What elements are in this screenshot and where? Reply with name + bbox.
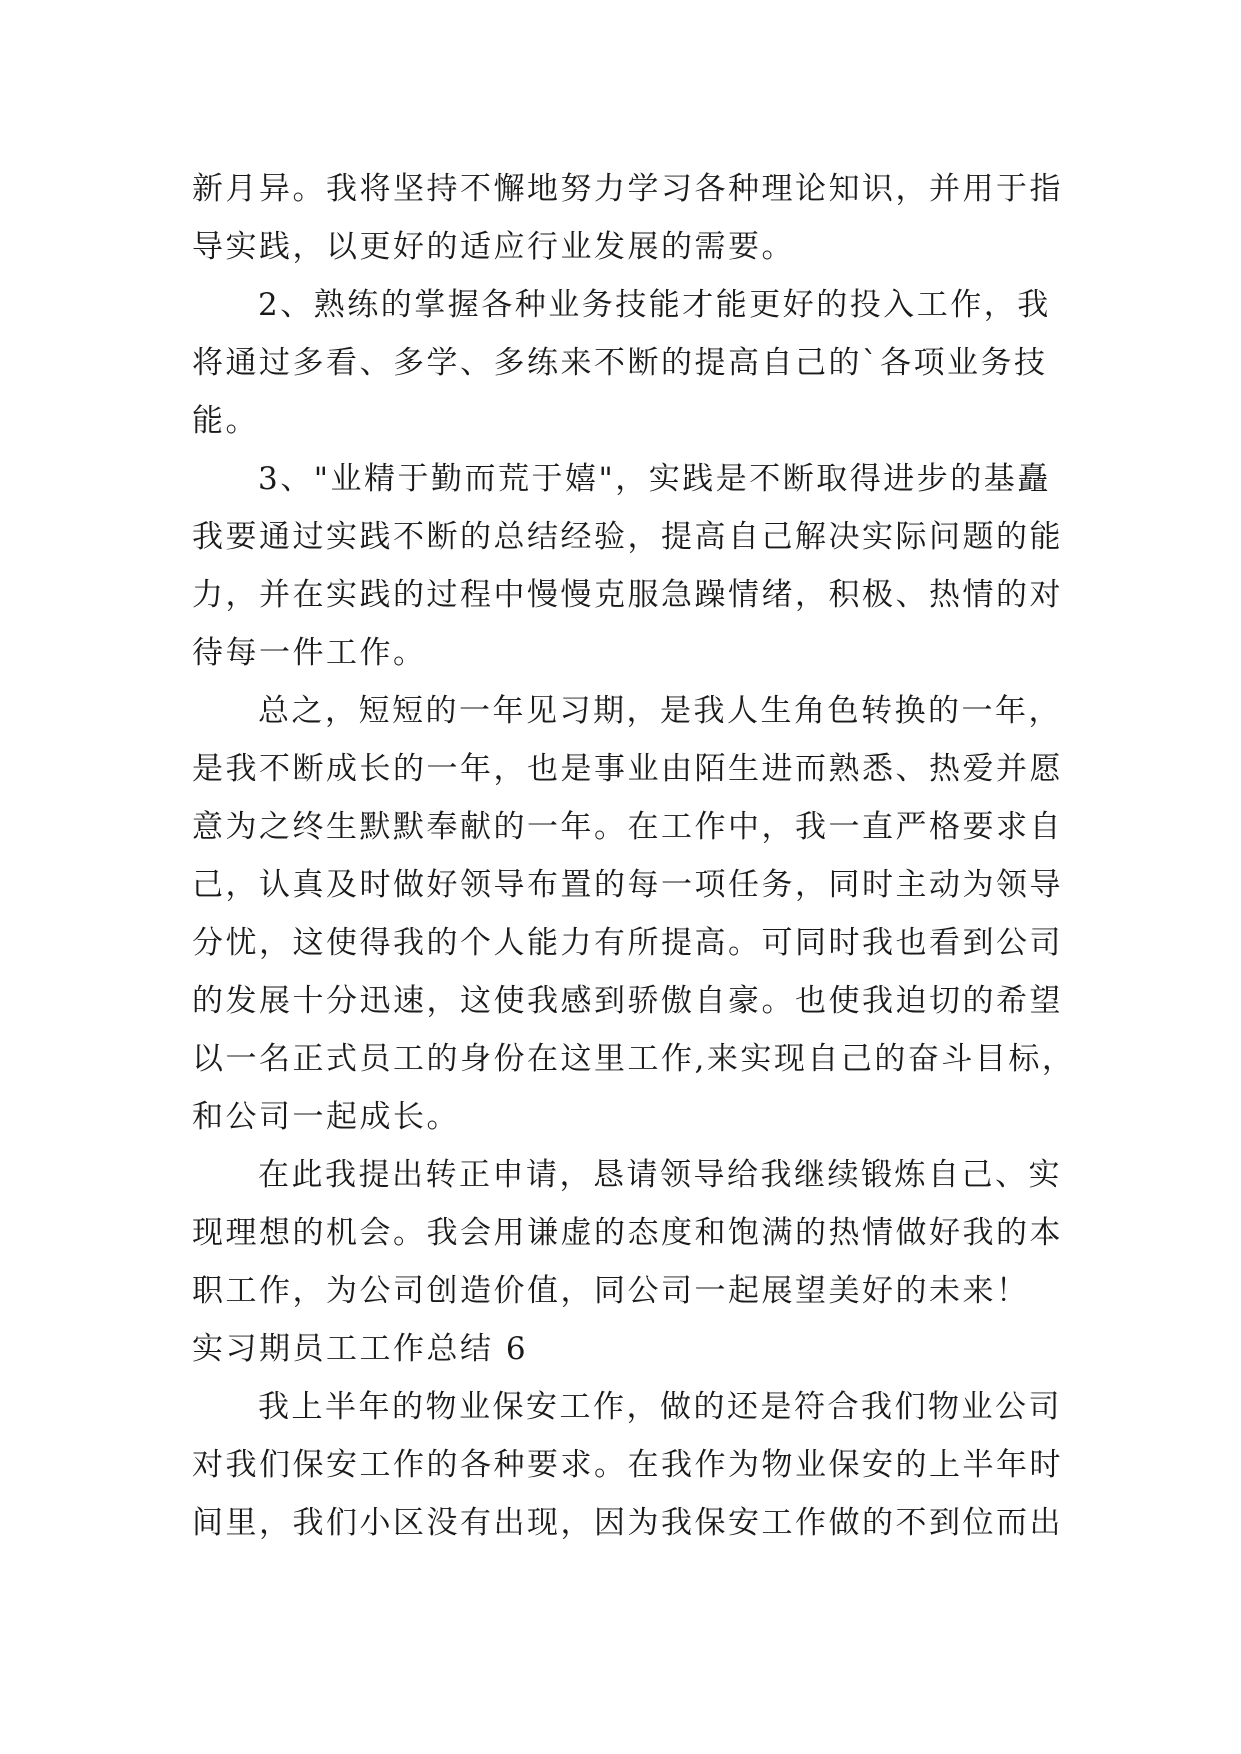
text-line: 对我们保安工作的各种要求。在我作为物业保安的上半年时	[192, 1447, 1063, 1483]
text-line: 职工作，为公司创造价值，同公司一起展望美好的未来！	[192, 1273, 1030, 1309]
text-line: 是我不断成长的一年，也是事业由陌生进而熟悉、热爱并愿	[192, 751, 1063, 787]
text-line: 己，认真及时做好领导布置的每一项任务，同时主动为领导	[192, 867, 1063, 903]
section-heading: 实习期员工工作总结 6	[192, 1331, 529, 1367]
text-line: 现理想的机会。我会用谦虚的态度和饱满的热情做好我的本	[192, 1215, 1063, 1251]
text-line: 能。	[192, 403, 259, 439]
text-line: 总之，短短的一年见习期，是我人生角色转换的一年，	[258, 693, 1062, 729]
text-line: 我上半年的物业保安工作，做的还是符合我们物业公司	[258, 1389, 1062, 1425]
text-line: 间里，我们小区没有出现，因为我保安工作做的不到位而出	[192, 1505, 1063, 1541]
text-line: 我要通过实践不断的总结经验，提高自己解决实际问题的能	[192, 519, 1063, 555]
text-line: 导实践，以更好的适应行业发展的需要。	[192, 229, 795, 265]
text-line: 待每一件工作。	[192, 635, 427, 671]
text-line: 的发展十分迅速，这使我感到骄傲自豪。也使我迫切的希望	[192, 983, 1063, 1019]
text-line: 以一名正式员工的身份在这里工作,来实现自己的奋斗目标，	[192, 1041, 1076, 1077]
document-body	[192, 160, 1076, 1552]
text-line: 新月异。我将坚持不懈地努力学习各种理论知识，并用于指	[192, 171, 1063, 207]
text-line: 分忧，这使得我的个人能力有所提高。可同时我也看到公司	[192, 925, 1063, 961]
text-line: 意为之终生默默奉献的一年。在工作中，我一直严格要求自	[192, 809, 1063, 845]
text-line: 3、"业精于勤而荒于嬉"，实践是不断取得进步的基矗	[258, 461, 1051, 497]
text-line: 2、熟练的掌握各种业务技能才能更好的投入工作，我	[258, 287, 1051, 323]
text-line: 和公司一起成长。	[192, 1099, 460, 1135]
text-line: 将通过多看、多学、多练来不断的提高自己的`各项业务技	[192, 345, 1048, 381]
text-line: 在此我提出转正申请，恳请领导给我继续锻炼自己、实	[258, 1157, 1062, 1193]
text-line: 力，并在实践的过程中慢慢克服急躁情绪，积极、热情的对	[192, 577, 1063, 613]
